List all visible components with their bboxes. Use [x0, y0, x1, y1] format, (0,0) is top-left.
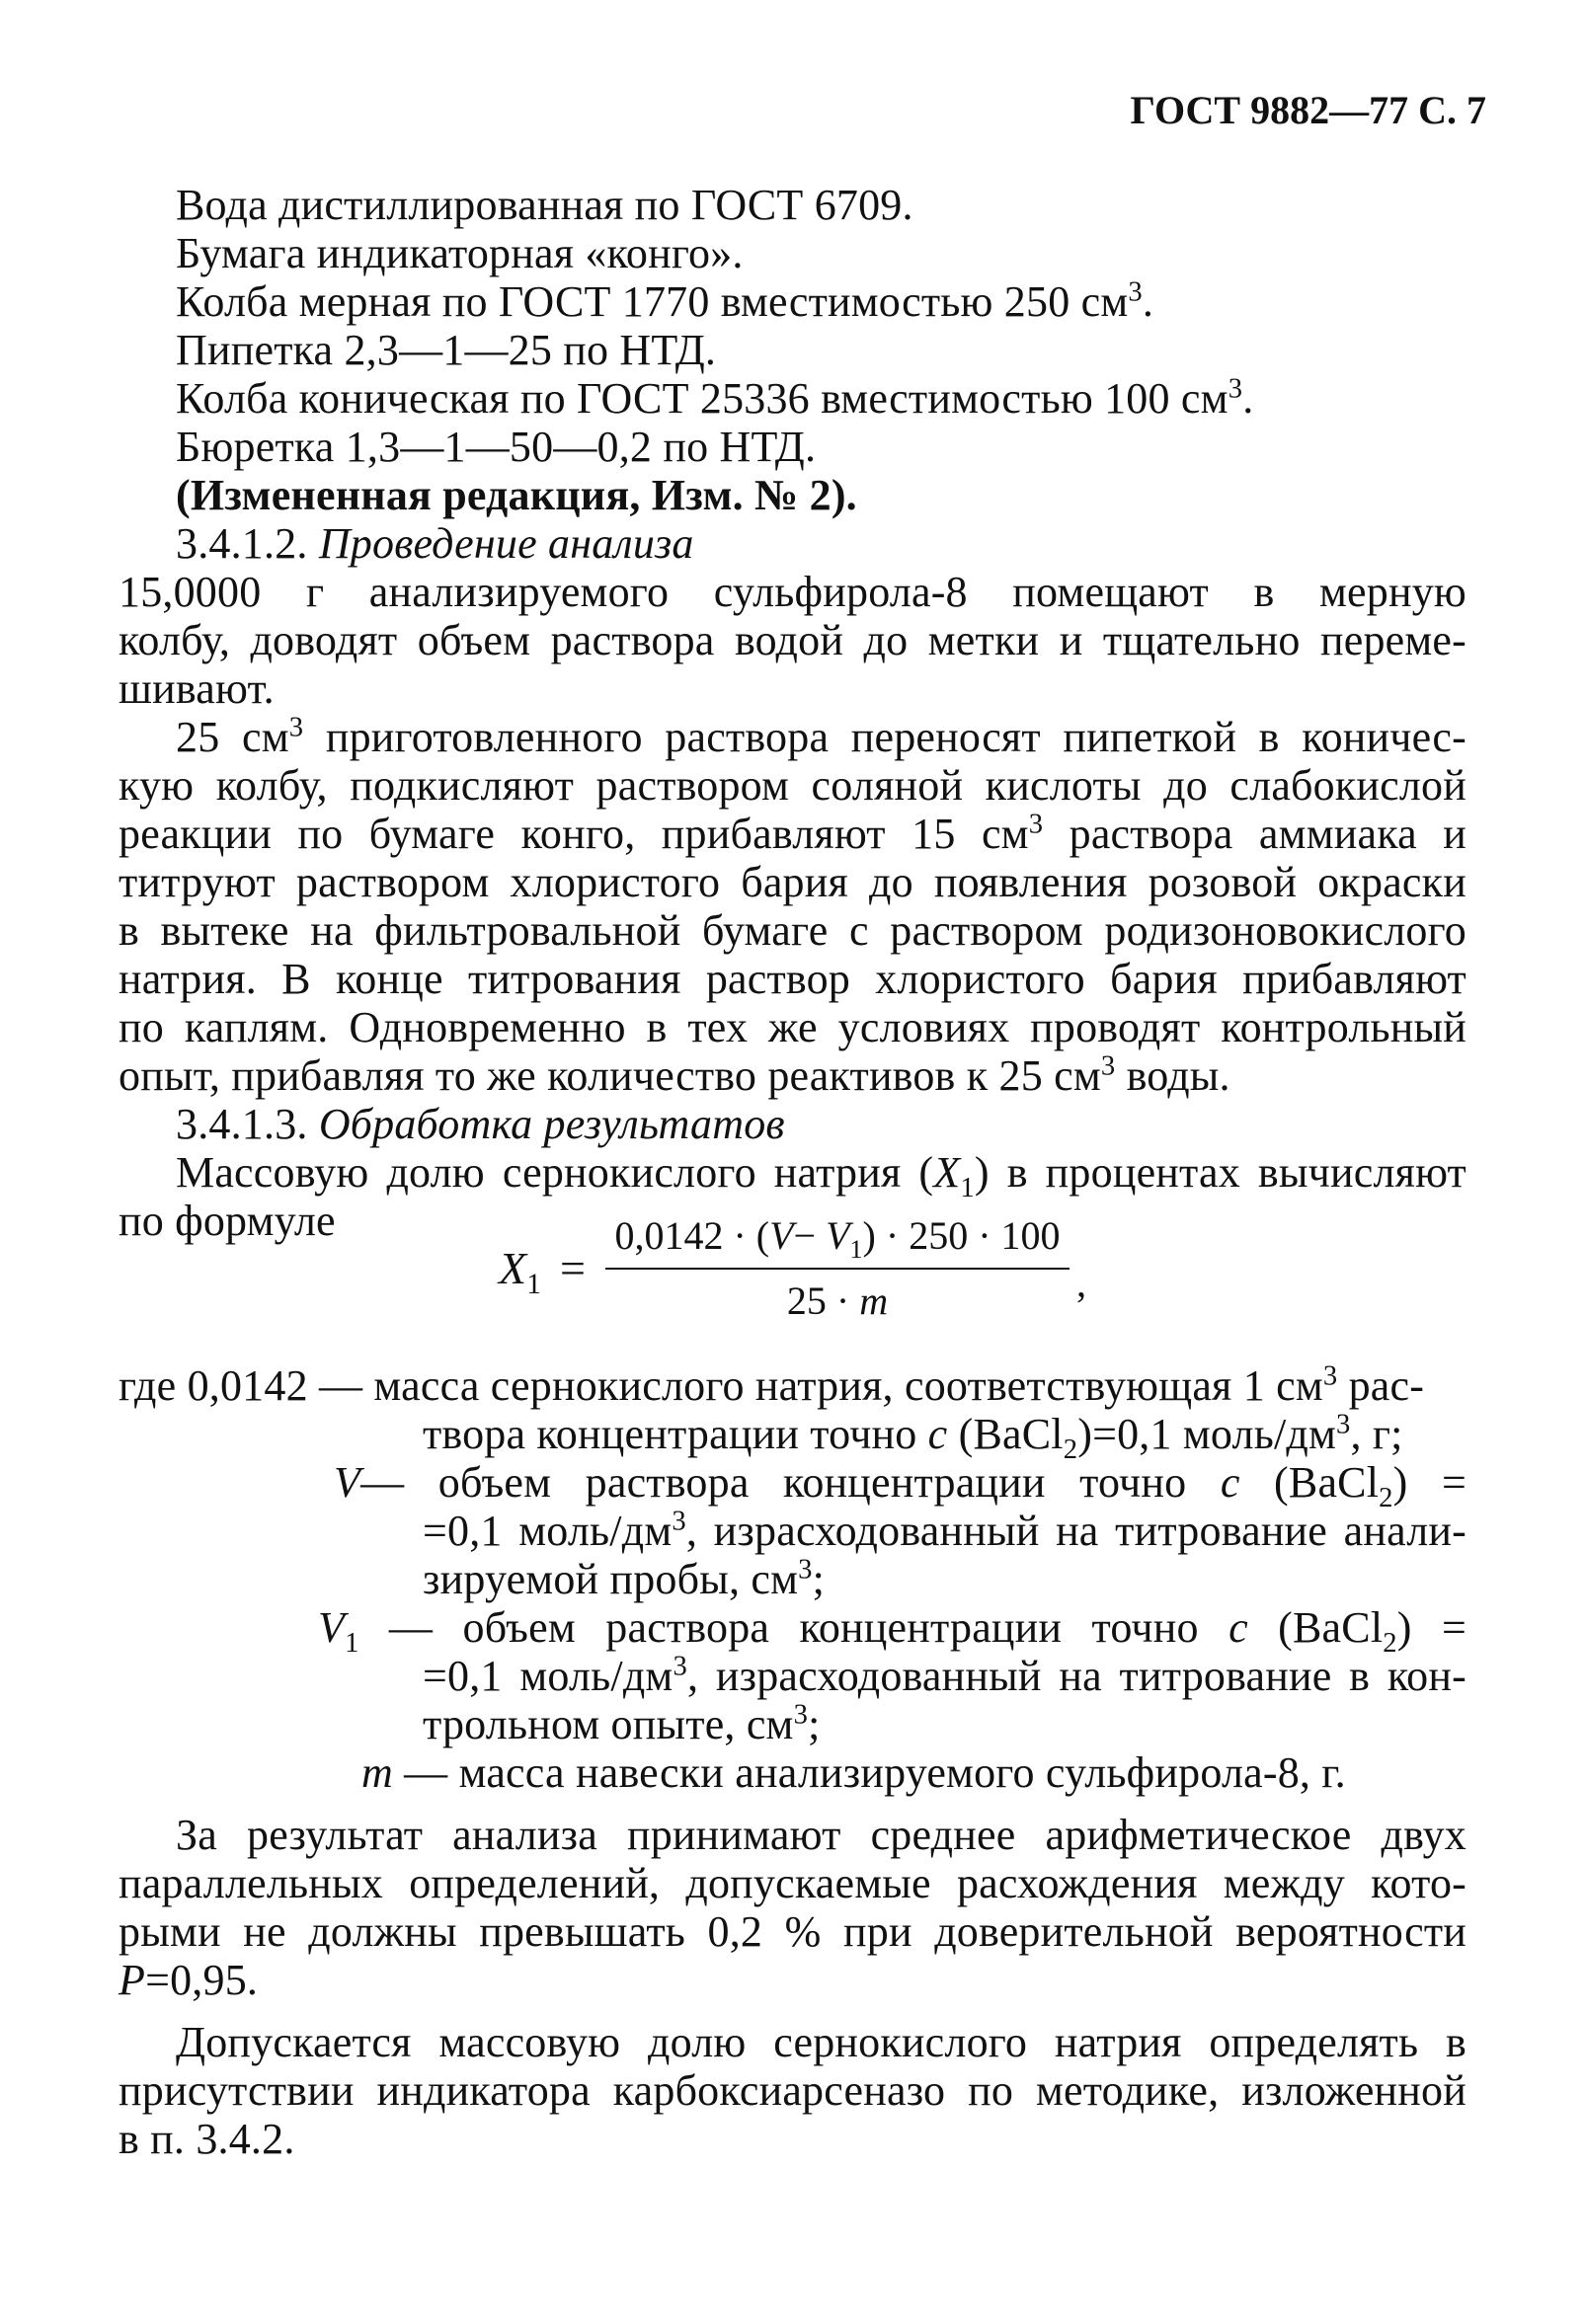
- where-line: [423, 1554, 825, 1605]
- text-run: зируемой пробы, см: [423, 1555, 799, 1603]
- paragraph-line: кую колбу, подкисляют раствором соляной кислоты до слабокислой: [119, 761, 1466, 810]
- paragraph-line: 15,0000 г анализируемого сульфирола-8 помещают в мерную: [119, 568, 1466, 616]
- superscript: 3: [1322, 1360, 1338, 1392]
- subscript: 2: [1379, 1482, 1393, 1513]
- material-text: Колба коническая по ГОСТ 25336 вместимостью 100 см: [176, 374, 1228, 423]
- text-run: (BaCl: [947, 1410, 1064, 1458]
- where-line: [119, 1360, 1424, 1412]
- text-run: −: [793, 1213, 827, 1258]
- paragraph-line: по формуле: [119, 1197, 336, 1245]
- paragraph-line: в вытеке на фильтровальной бумаге с раствором родизоновокислого: [119, 906, 1466, 955]
- text-run: ) в процентах вычисляют: [974, 1148, 1466, 1197]
- material-text: Бумага индикаторная «конго».: [176, 229, 744, 277]
- where-line: [318, 1602, 1466, 1659]
- variable: c: [927, 1410, 948, 1458]
- material-tail: .: [1242, 374, 1254, 423]
- where-line: [423, 1409, 1403, 1465]
- section-heading: [176, 1099, 785, 1150]
- page-header: ГОСТ 9882—77 С. 7: [1130, 88, 1486, 132]
- variable: X: [499, 1243, 527, 1293]
- text-run: опыт, прибавляя то же количество реактивов к 25 см: [119, 1051, 1101, 1100]
- formula-lhs: [499, 1242, 542, 1301]
- text-run: ;: [812, 1555, 826, 1603]
- subscript: 1: [345, 1627, 359, 1659]
- paragraph-line: [119, 1955, 258, 2006]
- text-run: =0,1 моль/дм: [423, 1652, 674, 1700]
- paragraph-line: [176, 712, 1466, 763]
- paragraph-line: титруют раствором хлористого бария до появления розовой окраски: [119, 858, 1466, 906]
- paragraph-line: [119, 1050, 1230, 1102]
- material-text: Вода дистиллированная по ГОСТ 6709.: [176, 181, 913, 229]
- text-run: =0,95.: [145, 1956, 259, 2004]
- text-run: — объем раствора концентрации точно: [358, 1603, 1229, 1652]
- text-run: ) =: [1396, 1603, 1466, 1652]
- material-item: [176, 180, 913, 231]
- text-run: )=0,1 моль/дм: [1077, 1410, 1337, 1458]
- section-number: 3.4.1.2.: [176, 519, 308, 568]
- material-text: Бюретка 1,3—1—50—0,2 по НТД.: [176, 423, 817, 471]
- superscript: 3: [798, 1554, 813, 1586]
- text-run: где 0,0142 — масса сернокислого натрия, соответствующая 1 см: [119, 1361, 1323, 1410]
- text-run: 25 см: [176, 713, 289, 761]
- paragraph-line: [119, 809, 1466, 860]
- text-run: раствора аммиака и: [1043, 810, 1466, 858]
- text-run: 0,0142 · (: [614, 1213, 770, 1258]
- subscript: 2: [1383, 1627, 1397, 1659]
- text-run: — объем раствора концентрации точно: [360, 1458, 1221, 1507]
- material-item: [176, 228, 744, 279]
- material-text: Пипетка 2,3—1—25 по НТД.: [176, 326, 717, 374]
- where-line: [423, 1651, 1466, 1702]
- text-run: приготовленного раствора переносят пипеткой в коничес-: [303, 713, 1466, 761]
- formula-numerator: [605, 1212, 1070, 1264]
- text-run: Массовую долю сернокислого натрия (: [176, 1148, 934, 1197]
- paragraph-line: [176, 1147, 1466, 1203]
- formula-comma: ,: [1076, 1261, 1086, 1305]
- text-run: (BaCl: [1247, 1603, 1384, 1652]
- paragraph-line: рыми не должны превышать 0,2 % при доверительной вероятности: [119, 1907, 1466, 1956]
- amendment-note: (Измененная редакция, Изм. № 2).: [176, 471, 857, 519]
- variable: X: [933, 1148, 961, 1197]
- section-heading: [176, 518, 694, 570]
- section-number: 3.4.1.3.: [176, 1100, 308, 1148]
- material-tail: .: [1142, 277, 1154, 326]
- superscript: 3: [1336, 1409, 1351, 1440]
- subscript: 1: [526, 1268, 542, 1301]
- paragraph-line: в п. 3.4.2.: [119, 2115, 295, 2163]
- superscript: 3: [672, 1506, 686, 1537]
- subscript: 1: [849, 1235, 863, 1264]
- where-line: [423, 1506, 1466, 1557]
- where-line: [361, 1747, 1346, 1799]
- text-run: воды.: [1115, 1051, 1230, 1100]
- material-item: [176, 422, 816, 473]
- text-run: реакции по бумаге конго, прибавляют 15 см: [119, 810, 1029, 858]
- text-run: ) · 250 · 100: [862, 1213, 1061, 1258]
- paragraph-line: по каплям. Одновременно в тех же условиях проводят контрольный: [119, 1003, 1466, 1051]
- material-text: Колба мерная по ГОСТ 1770 вместимостью 250 см: [176, 277, 1129, 326]
- paragraph-line: За результат анализа принимают среднее арифметическое двух: [176, 1811, 1466, 1859]
- text-run: ) =: [1392, 1458, 1467, 1507]
- text-run: рас-: [1337, 1361, 1425, 1410]
- variable: c: [1228, 1603, 1248, 1652]
- text-run: — масса навески анализируемого сульфирола-8, г.: [392, 1748, 1346, 1797]
- section-title: Проведение анализа: [318, 519, 694, 568]
- subscript: 1: [960, 1172, 975, 1203]
- paragraph-line: натрия. В конце титрования раствор хлористого бария прибавляют: [119, 955, 1466, 1003]
- paragraph-line: Допускается массовую долю сернокислого натрия определять в: [176, 2018, 1466, 2066]
- text-run: трольном опыте, см: [423, 1700, 794, 1748]
- variable: P: [119, 1956, 146, 2004]
- text-run: (BaCl: [1239, 1458, 1380, 1507]
- fraction-bar: [605, 1268, 1070, 1270]
- material-item: [176, 276, 1153, 328]
- superscript: 3: [1228, 373, 1243, 405]
- variable: m: [859, 1278, 889, 1323]
- formula-denominator: [605, 1278, 1070, 1324]
- variable: m: [361, 1748, 393, 1797]
- formula: [499, 1212, 1091, 1341]
- text-run: , израсходованный на титрование в кон-: [686, 1652, 1466, 1700]
- superscript: 3: [673, 1651, 687, 1682]
- text-run: =0,1 моль/дм: [423, 1507, 673, 1555]
- text-run: 25 ·: [786, 1278, 860, 1323]
- variable: c: [1220, 1458, 1240, 1507]
- paragraph-line: колбу, доводят объем раствора водой до метки и тщательно переме-: [119, 616, 1466, 664]
- variable: V: [769, 1213, 794, 1258]
- text-run: , израсходованный на титрование анали-: [685, 1507, 1466, 1555]
- superscript: 3: [1128, 276, 1143, 308]
- material-item: [176, 373, 1253, 425]
- where-line: [334, 1457, 1467, 1513]
- material-item: [176, 325, 716, 376]
- text-run: твора концентрации точно: [423, 1410, 928, 1458]
- where-line: [423, 1699, 821, 1750]
- text-run: , г;: [1350, 1410, 1403, 1458]
- superscript: 3: [1028, 809, 1044, 840]
- variable: V: [826, 1213, 850, 1258]
- superscript: 3: [1100, 1050, 1116, 1082]
- superscript: 3: [288, 712, 304, 743]
- variable: V: [334, 1458, 361, 1507]
- superscript: 3: [793, 1699, 809, 1731]
- text-run: ;: [808, 1700, 821, 1748]
- paragraph-line: шивают.: [119, 664, 275, 713]
- subscript: 2: [1063, 1433, 1078, 1465]
- paragraph-line: присутствии индикатора карбоксиарсеназо по методике, изложенной: [119, 2066, 1466, 2115]
- paragraph-line: параллельных определений, допускаемые расхождения между кото-: [119, 1859, 1466, 1907]
- section-title: Обработка результатов: [318, 1100, 785, 1148]
- variable: V: [318, 1603, 346, 1652]
- formula-equals: =: [560, 1243, 586, 1293]
